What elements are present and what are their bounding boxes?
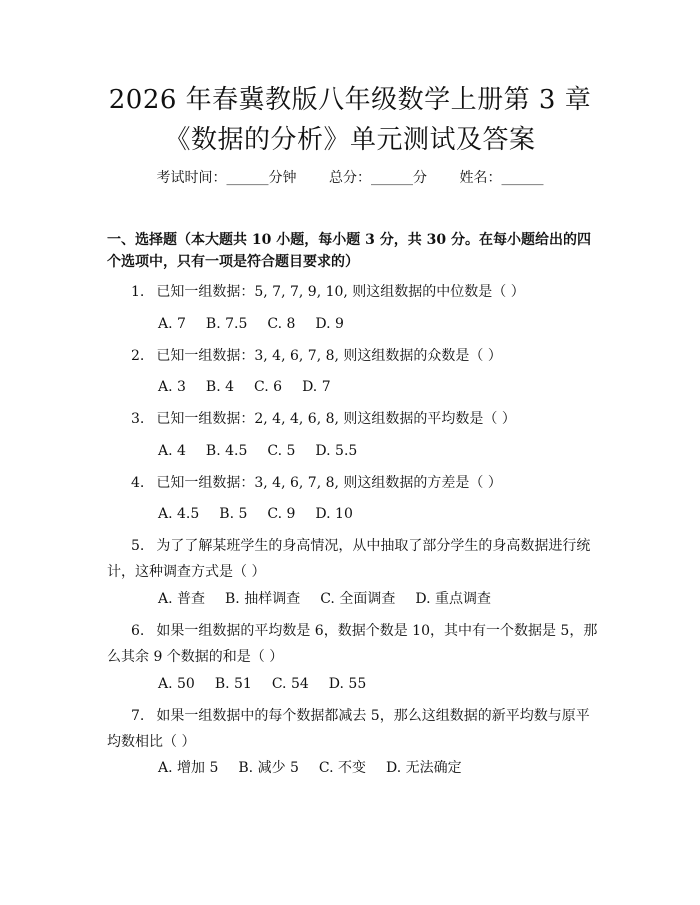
- page-title: 2026 年春冀教版八年级数学上册第 3 章《数据的分析》单元测试及答案: [108, 85, 592, 155]
- option-a: A. 50: [158, 676, 195, 692]
- option-d: D. 无法确定: [386, 760, 462, 776]
- question-7-options: [158, 757, 482, 779]
- question-2: [107, 343, 602, 369]
- question-5-options: [158, 588, 511, 610]
- option-b: B. 抽样调查: [225, 591, 301, 607]
- option-a: A. 3: [158, 379, 186, 395]
- option-b: B. 51: [214, 676, 252, 692]
- option-d: D. 55: [328, 676, 367, 692]
- option-c: C. 全面调查: [320, 591, 396, 607]
- exam-meta: [0, 167, 700, 189]
- question-text: 已知一组数据：3, 4, 6, 7, 8, 则这组数据的方差是（ ）: [156, 475, 502, 491]
- question-text: 已知一组数据：2, 4, 4, 6, 8, 则这组数据的平均数是（ ）: [156, 411, 516, 427]
- question-4-options: [158, 503, 373, 525]
- option-a: A. 4.5: [158, 506, 200, 522]
- question-number: 7.: [131, 708, 145, 724]
- option-c: C. 8: [267, 316, 296, 332]
- option-c: C. 54: [271, 676, 309, 692]
- question-6: [107, 618, 602, 670]
- question-text: 如果一组数据中的每个数据都减去 5，那么这组数据的新平均数与原平均数相比（ ）: [107, 708, 590, 750]
- option-d: D. 9: [315, 316, 344, 332]
- question-number: 5.: [131, 538, 145, 554]
- question-text: 如果一组数据的平均数是 6，数据个数是 10，其中有一个数据是 5，那么其余 9 个数据的和是（ ）: [107, 623, 598, 665]
- option-a: A. 4: [158, 443, 186, 459]
- total-score-field: 总分：______分: [329, 170, 427, 186]
- option-c: C. 6: [254, 379, 283, 395]
- option-d: D. 重点调查: [415, 591, 491, 607]
- option-b: B. 4: [205, 379, 235, 395]
- option-d: D. 7: [302, 379, 331, 395]
- question-number: 4.: [131, 475, 145, 491]
- option-a: A. 7: [158, 316, 186, 332]
- question-3: [107, 406, 602, 432]
- option-a: A. 普查: [158, 591, 206, 607]
- option-b: B. 5: [219, 506, 248, 522]
- question-number: 3.: [131, 411, 145, 427]
- question-number: 6.: [131, 623, 145, 639]
- option-b: B. 7.5: [205, 316, 248, 332]
- option-d: D. 5.5: [315, 443, 358, 459]
- option-c: C. 9: [267, 506, 296, 522]
- question-1: [107, 279, 602, 305]
- option-a: A. 增加 5: [158, 760, 219, 776]
- question-6-options: [158, 673, 386, 695]
- question-text: 已知一组数据：3, 4, 6, 7, 8, 则这组数据的众数是（ ）: [156, 348, 502, 364]
- question-1-options: [158, 313, 364, 335]
- question-2-options: [158, 376, 351, 398]
- option-b: B. 减少 5: [238, 760, 299, 776]
- option-b: B. 4.5: [205, 443, 248, 459]
- question-text: 为了了解某班学生的身高情况，从中抽取了部分学生的身高数据进行统计，这种调查方式是（ ）: [107, 538, 591, 580]
- question-7: [107, 703, 602, 755]
- question-4: [107, 470, 602, 496]
- student-name-field: 姓名：______: [459, 170, 544, 186]
- question-text: 已知一组数据：5, 7, 7, 9, 10, 则这组数据的中位数是（ ）: [156, 284, 525, 300]
- option-c: C. 不变: [318, 760, 367, 776]
- question-number: 2.: [131, 348, 145, 364]
- option-d: D. 10: [315, 506, 353, 522]
- exam-time-field: 考试时间：______分钟: [156, 170, 297, 186]
- question-5: [107, 533, 602, 585]
- question-number: 1.: [131, 284, 145, 300]
- question-3-options: [158, 440, 377, 462]
- option-c: C. 5: [267, 443, 296, 459]
- section-heading: 一、选择题（本大题共 10 小题，每小题 3 分，共 30 分。在每小题给出的四个选项中，只有一项是符合题目要求的）: [107, 232, 591, 270]
